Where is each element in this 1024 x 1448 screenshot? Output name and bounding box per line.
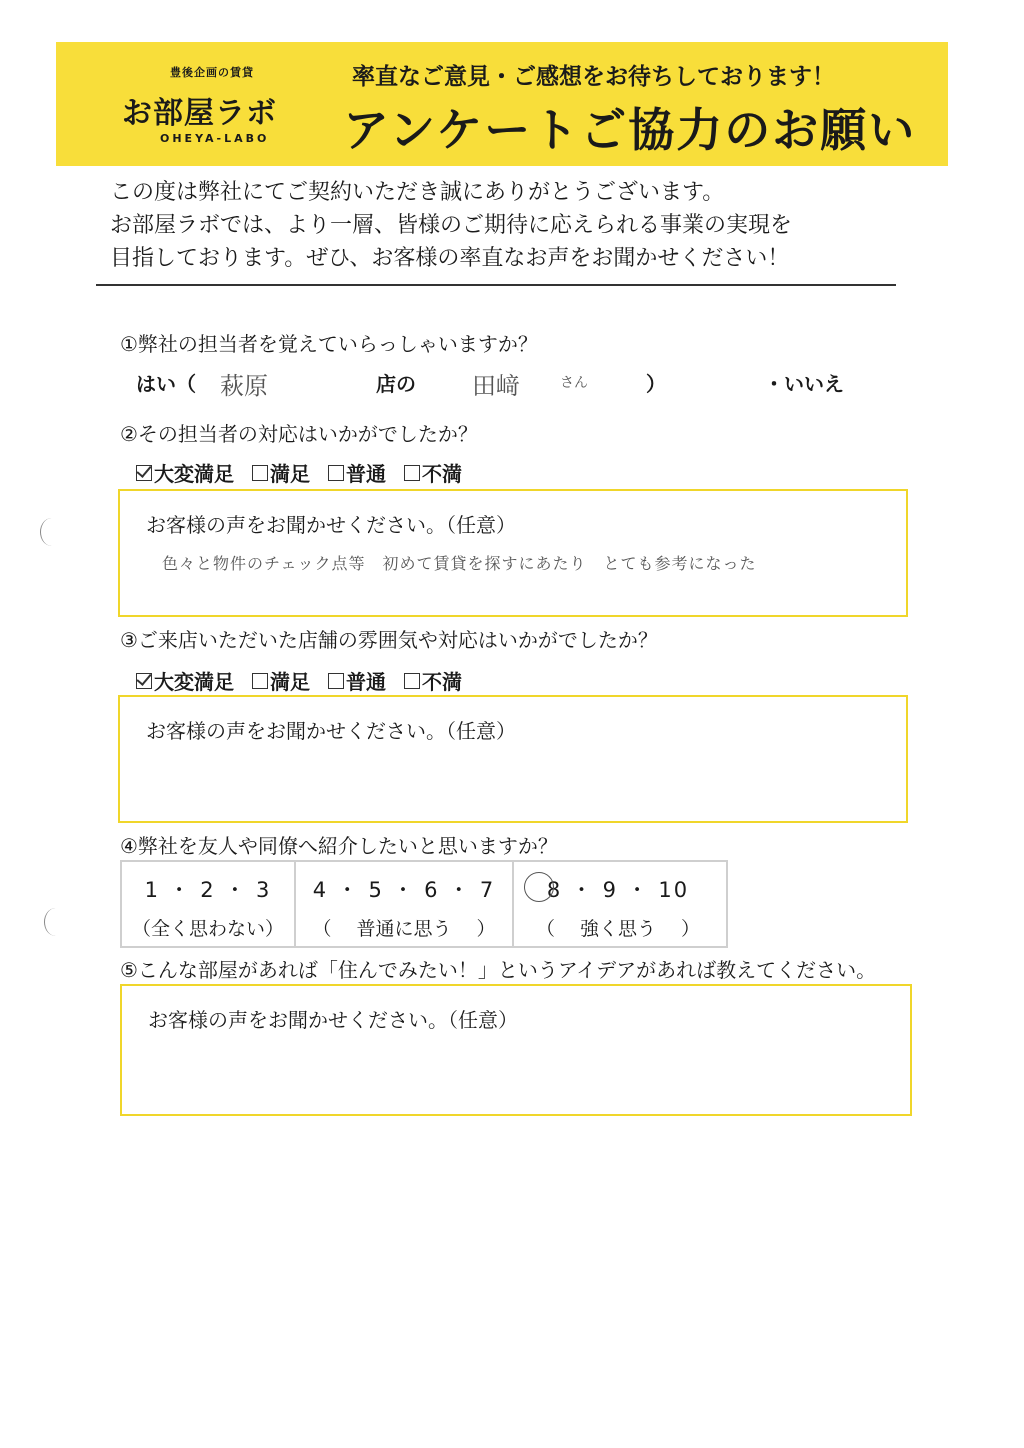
q4-group-numbers: 4 ・ 5 ・ 6 ・ 7 xyxy=(312,878,496,902)
checkbox[interactable] xyxy=(404,465,420,481)
q3-options xyxy=(136,666,462,695)
q1-no-label: ・いいえ xyxy=(764,372,844,396)
binder-hole-mark xyxy=(40,518,63,546)
binder-hole-mark xyxy=(44,908,67,936)
checkbox[interactable] xyxy=(328,673,344,689)
q3-option-satisfied[interactable]: 満足 xyxy=(252,666,310,695)
intro-line-1: この度は弊社にてご契約いただき誠にありがとうございます。 xyxy=(110,180,725,205)
q2-comment-label: お客様の声をお聞かせください。（任意） xyxy=(146,513,516,537)
q1-yes-label: はい（ xyxy=(136,372,196,396)
q3-option-neutral[interactable]: 普通 xyxy=(328,666,386,695)
header-subtitle: 率直なご意見・ご感想をお待ちしております！ xyxy=(352,64,835,90)
q2-option-very-satisfied[interactable]: 大変満足 xyxy=(136,458,234,487)
q2-option-neutral[interactable]: 普通 xyxy=(328,458,386,487)
checkbox-checked[interactable] xyxy=(136,673,152,689)
q4-question: ④弊社を友人や同僚へ紹介したいと思いますか？ xyxy=(120,834,558,858)
logo-tagline: 豊後企画の賃貸 xyxy=(170,66,254,79)
q1-close-paren: ） xyxy=(646,372,666,396)
q4-rating-scale xyxy=(120,860,728,948)
checkbox[interactable] xyxy=(328,465,344,481)
q1-question: ①弊社の担当者を覚えていらっしゃいますか？ xyxy=(120,332,538,356)
q2-question: ②その担当者の対応はいかがでしたか？ xyxy=(120,422,478,446)
q4-group-numbers: 1 ・ 2 ・ 3 xyxy=(144,878,272,902)
q2-comment-handwritten: 色々と物件のチェック点等 初めて賃貸を探すにあたり とても参考になった xyxy=(162,554,757,573)
q3-question: ③ご来店いただいた店舗の雰囲気や対応はいかがでしたか？ xyxy=(120,628,658,652)
q4-group-high[interactable] xyxy=(514,862,722,946)
selected-circle-mark xyxy=(524,872,554,902)
page-title: アンケートご協力のお願い xyxy=(343,103,917,157)
q1-store-label: 店の xyxy=(376,372,416,396)
q2-option-satisfied[interactable]: 満足 xyxy=(252,458,310,487)
q1-store-handwritten: 萩原 xyxy=(220,372,268,400)
intro-divider xyxy=(96,284,896,286)
q2-option-dissatisfied[interactable]: 不満 xyxy=(404,458,462,487)
q3-comment-box[interactable] xyxy=(118,695,908,823)
q2-options xyxy=(136,458,462,487)
checkbox[interactable] xyxy=(404,673,420,689)
q4-group-numbers: 8 ・ 9 ・ 10 xyxy=(546,878,690,902)
q3-option-very-satisfied[interactable]: 大変満足 xyxy=(136,666,234,695)
logo-roman: OHEYA-LABO xyxy=(160,132,270,145)
logo: お部屋ラボ xyxy=(122,96,277,131)
q4-group-label: （ 普通に思う ） xyxy=(312,918,496,940)
q1-honorific-handwritten: さん xyxy=(560,375,588,391)
checkbox-checked[interactable] xyxy=(136,465,152,481)
q3-comment-label: お客様の声をお聞かせください。（任意） xyxy=(146,719,516,743)
q5-comment-box[interactable] xyxy=(120,984,912,1116)
q5-comment-label: お客様の声をお聞かせください。（任意） xyxy=(148,1008,518,1032)
q2-comment-box[interactable] xyxy=(118,489,908,617)
q3-option-dissatisfied[interactable]: 不満 xyxy=(404,666,462,695)
checkbox[interactable] xyxy=(252,673,268,689)
q4-group-label: （全く思わない） xyxy=(131,918,284,940)
intro-line-3: 目指しております。ぜひ、お客様の率直なお声をお聞かせください！ xyxy=(110,246,790,271)
q4-group-low[interactable] xyxy=(122,862,296,946)
q5-question: ⑤こんな部屋があれば「住んでみたい！」というアイデアがあれば教えてください。 xyxy=(120,958,877,982)
q4-group-label: （ 強く思う ） xyxy=(535,918,701,940)
q4-group-mid[interactable] xyxy=(296,862,514,946)
checkbox[interactable] xyxy=(252,465,268,481)
intro-line-2: お部屋ラボでは、より一層、皆様のご期待に応えられる事業の実現を xyxy=(110,213,793,238)
q1-person-handwritten: 田﨑 xyxy=(472,372,520,400)
